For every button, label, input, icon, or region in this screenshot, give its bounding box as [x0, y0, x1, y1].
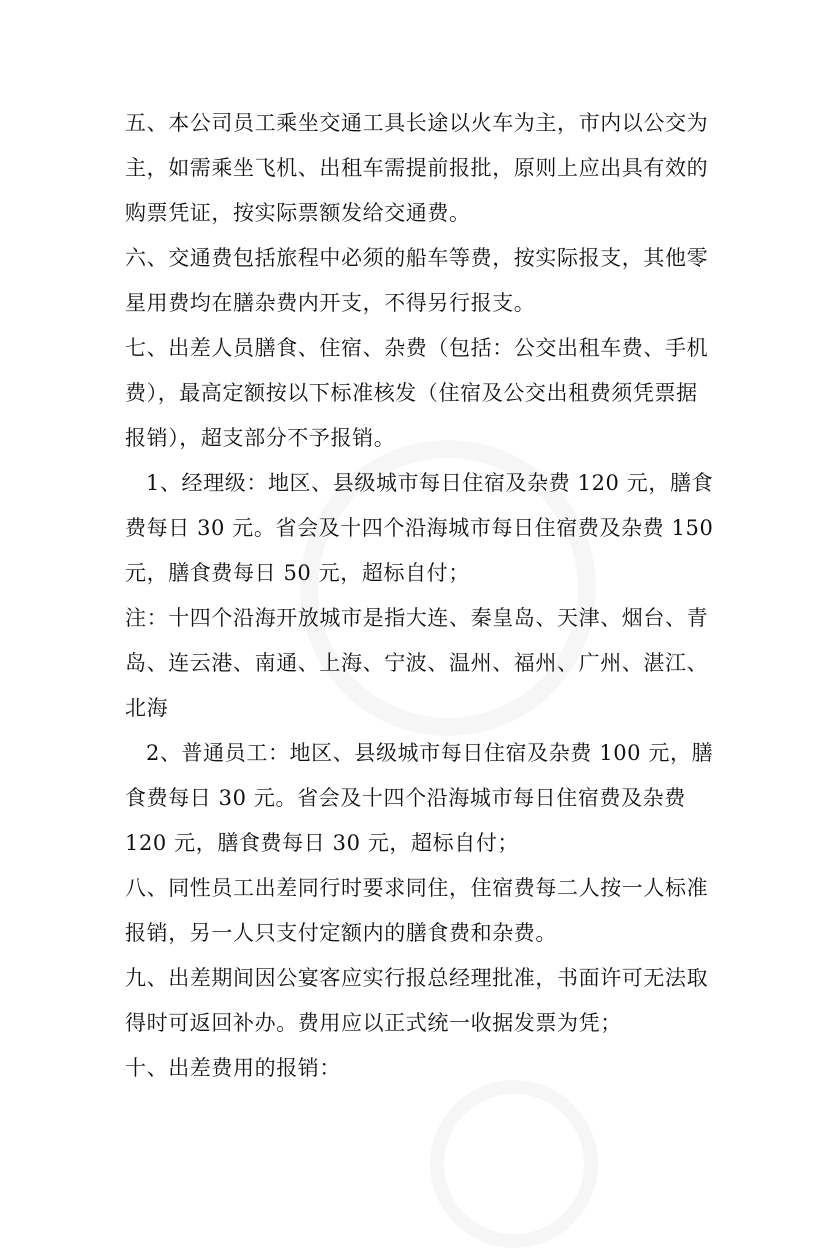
paragraph-note: 注：十四个沿海开放城市是指大连、秦皇岛、天津、烟台、青岛、连云港、南通、上海、宁波、温州、福州、广州、湛江、北海 — [125, 606, 709, 720]
paragraph-9: 九、出差期间因公宴客应实行报总经理批准，书面许可无法取得时可返回补办。费用应以正式统一收据发票为凭； — [125, 966, 709, 1035]
paragraph-6: 六、交通费包括旅程中必须的船车等费，按实际报支，其他零星用费均在膳杂费内开支，不得另行报支。 — [125, 246, 709, 315]
paragraph-7-item-2: 2、普通员工：地区、县级城市每日住宿及杂费 100 元，膳食费每日 30 元。省会及十四个沿海城市每日住宿费及杂费 120 元，膳食费每日 30 元，超标自付； — [125, 741, 714, 855]
paragraph-7: 七、出差人员膳食、住宿、杂费（包括：公交出租车费、手机费），最高定额按以下标准核发（住宿及公交出租费须凭票据报销），超支部分不予报销。 — [125, 336, 709, 450]
paragraph-8: 八、同性员工出差同行时要求同住，住宿费每二人按一人标准报销，另一人只支付定额内的膳食费和杂费。 — [125, 876, 709, 945]
watermark-seal — [430, 1080, 598, 1248]
paragraph-5: 五、本公司员工乘坐交通工具长途以火车为主，市内以公交为主，如需乘坐飞机、出租车需提前报批，原则上应出具有效的购票凭证，按实际票额发给交通费。 — [125, 111, 709, 225]
paragraph-10: 十、出差费用的报销： — [125, 1056, 341, 1080]
paragraph-7-item-1: 1、经理级：地区、县级城市每日住宿及杂费 120 元，膳食费每日 30 元。省会及十四个沿海城市每日住宿费及杂费 150 元，膳食费每日 50 元，超标自付； — [125, 471, 714, 585]
